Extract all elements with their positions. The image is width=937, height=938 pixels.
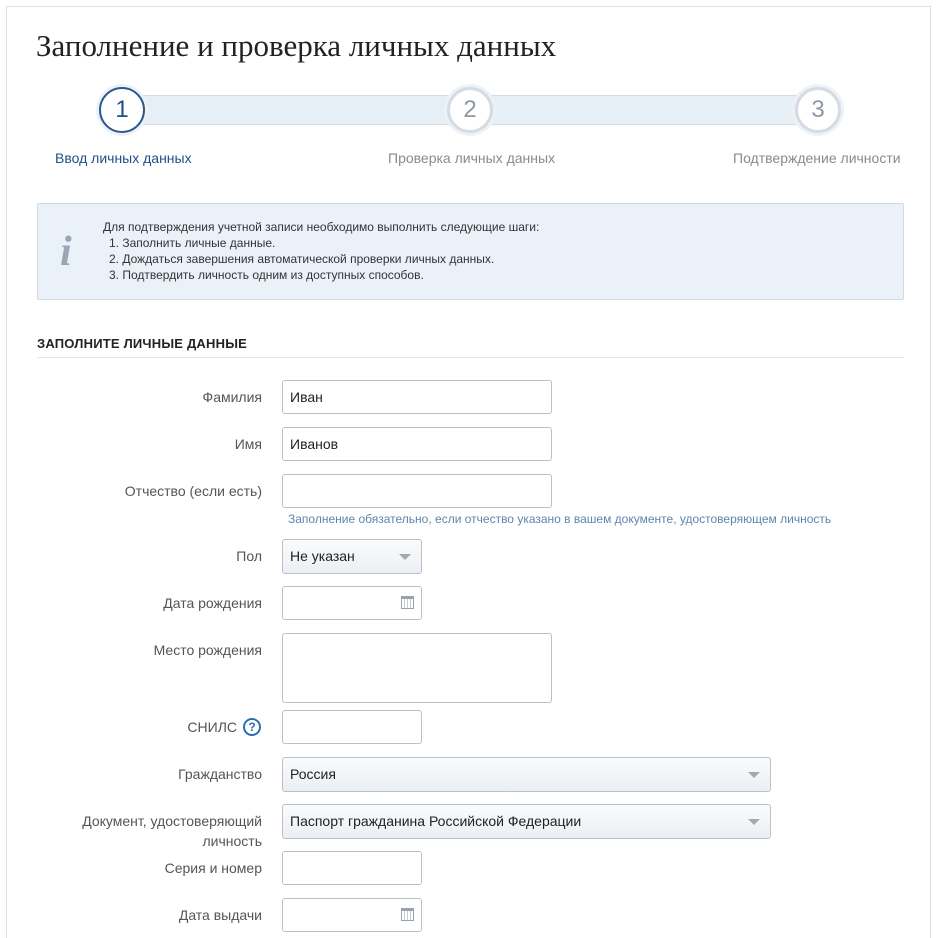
document-label-line2: личность bbox=[202, 833, 262, 849]
chevron-down-icon bbox=[748, 819, 760, 825]
birth-place-textarea[interactable] bbox=[282, 633, 552, 703]
info-step-3: 3. Подтвердить личность одним из доступных способов. bbox=[109, 268, 424, 282]
birth-date-label: Дата рождения bbox=[163, 595, 262, 611]
citizenship-label: Гражданство bbox=[178, 766, 262, 782]
issue-date-input[interactable] bbox=[282, 898, 422, 932]
series-number-label: Серия и номер bbox=[164, 860, 262, 876]
section-divider bbox=[37, 357, 904, 358]
info-step-2: 2. Дождаться завершения автоматической проверки личных данных. bbox=[109, 252, 495, 266]
citizenship-value: Россия bbox=[290, 766, 336, 782]
calendar-icon[interactable] bbox=[401, 908, 414, 921]
info-intro: Для подтверждения учетной записи необходимо выполнить следующие шаги: bbox=[103, 220, 540, 234]
step-1-circle: 1 bbox=[99, 87, 145, 133]
snils-input[interactable] bbox=[282, 710, 422, 744]
page-title: Заполнение и проверка личных данных bbox=[36, 28, 557, 63]
series-number-input[interactable] bbox=[282, 851, 422, 885]
chevron-down-icon bbox=[748, 772, 760, 778]
document-select[interactable] bbox=[282, 804, 771, 839]
gender-value: Не указан bbox=[290, 548, 355, 564]
step-3-label: Подтверждение личности bbox=[733, 150, 901, 166]
info-text bbox=[103, 219, 539, 283]
document-label bbox=[82, 811, 262, 851]
document-value: Паспорт гражданина Российской Федерации bbox=[290, 813, 582, 829]
gender-label: Пол bbox=[236, 548, 262, 564]
step-1-label: Ввод личных данных bbox=[55, 150, 192, 166]
step-2-circle: 2 bbox=[447, 87, 493, 133]
chevron-down-icon bbox=[399, 554, 411, 560]
issue-date-label: Дата выдачи bbox=[178, 907, 262, 923]
name-input[interactable]: Иванов bbox=[282, 427, 552, 461]
citizenship-select[interactable] bbox=[282, 757, 771, 792]
calendar-icon[interactable] bbox=[401, 596, 414, 609]
gender-select[interactable] bbox=[282, 539, 422, 574]
birth-place-label: Место рождения bbox=[153, 642, 262, 658]
snils-label: СНИЛС bbox=[187, 719, 237, 735]
step-3-circle: 3 bbox=[795, 87, 841, 133]
patronymic-input[interactable] bbox=[282, 474, 552, 508]
info-box bbox=[37, 203, 904, 300]
document-label-line1: Документ, удостоверяющий bbox=[82, 813, 262, 829]
surname-label: Фамилия bbox=[202, 389, 262, 405]
patronymic-hint: Заполнение обязательно, если отчество указано в вашем документе, удостоверяющем личность bbox=[288, 512, 832, 526]
surname-input[interactable]: Иван bbox=[282, 380, 552, 414]
page-frame bbox=[6, 6, 931, 938]
help-icon[interactable]: ? bbox=[243, 718, 261, 736]
section-title: ЗАПОЛНИТЕ ЛИЧНЫЕ ДАННЫЕ bbox=[37, 336, 247, 351]
name-label: Имя bbox=[234, 436, 262, 452]
info-step-1: 1. Заполнить личные данные. bbox=[109, 236, 276, 250]
patronymic-label: Отчество (если есть) bbox=[124, 483, 262, 499]
birth-date-input[interactable] bbox=[282, 586, 422, 620]
step-2-label: Проверка личных данных bbox=[388, 150, 556, 166]
info-icon: i bbox=[60, 229, 72, 275]
